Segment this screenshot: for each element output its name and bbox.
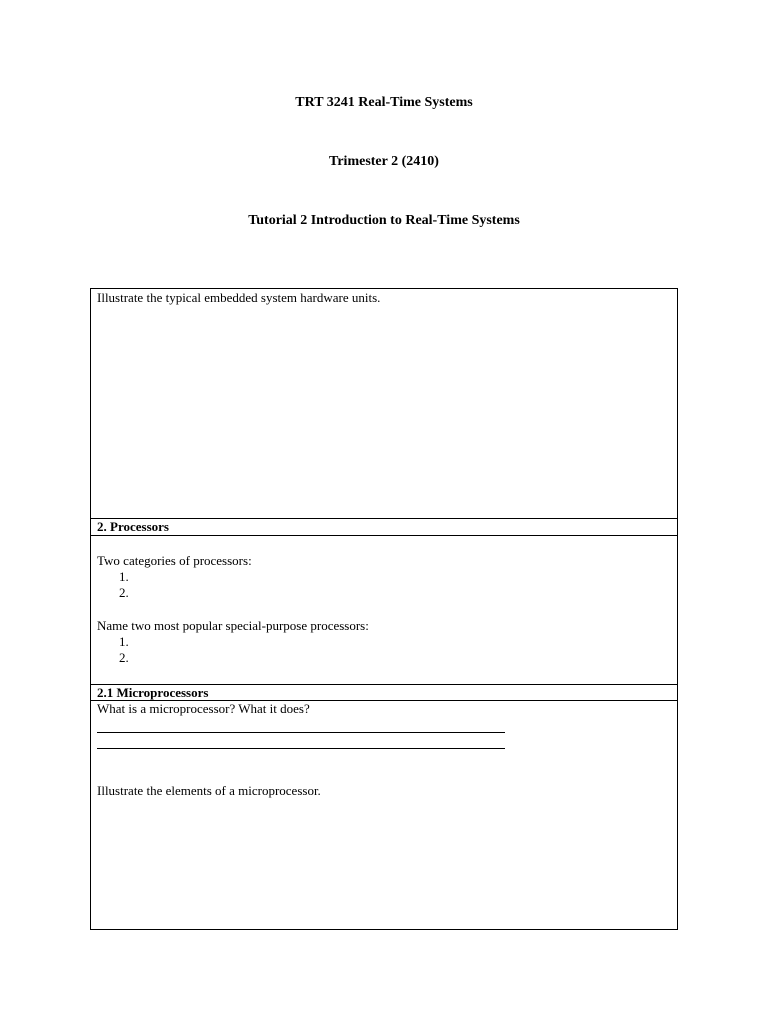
tutorial-title: Tutorial 2 Introduction to Real-Time Systems: [248, 213, 520, 228]
list-item[interactable]: 1.: [119, 634, 129, 649]
hardware-question: Illustrate the typical embedded system hardware units.: [97, 290, 381, 305]
processors-answer-cell[interactable]: [91, 536, 677, 684]
answer-line[interactable]: [97, 732, 505, 733]
list-item[interactable]: 2.: [119, 650, 129, 665]
microprocessors-answer-cell[interactable]: [91, 701, 677, 929]
course-title: TRT 3241 Real-Time Systems: [295, 95, 473, 110]
microprocessors-section-title: 2.1 Microprocessors: [97, 685, 209, 700]
processor-categories-question: Two categories of processors:: [97, 553, 252, 568]
hardware-answer-cell[interactable]: [91, 289, 677, 518]
special-purpose-question: Name two most popular special-purpose processors:: [97, 618, 369, 633]
special-purpose-list: [119, 634, 129, 666]
trimester-title: Trimester 2 (2410): [329, 154, 439, 169]
processors-section-title: 2. Processors: [97, 519, 169, 534]
microprocessor-definition-question: What is a microprocessor? What it does?: [97, 701, 310, 716]
list-item[interactable]: 1.: [119, 569, 129, 584]
answer-line[interactable]: [97, 748, 505, 749]
processor-categories-list: [119, 569, 129, 601]
tutorial-table: [90, 288, 678, 930]
list-item[interactable]: 2.: [119, 585, 129, 600]
microprocessor-elements-question: Illustrate the elements of a microprocessor.: [97, 783, 321, 798]
